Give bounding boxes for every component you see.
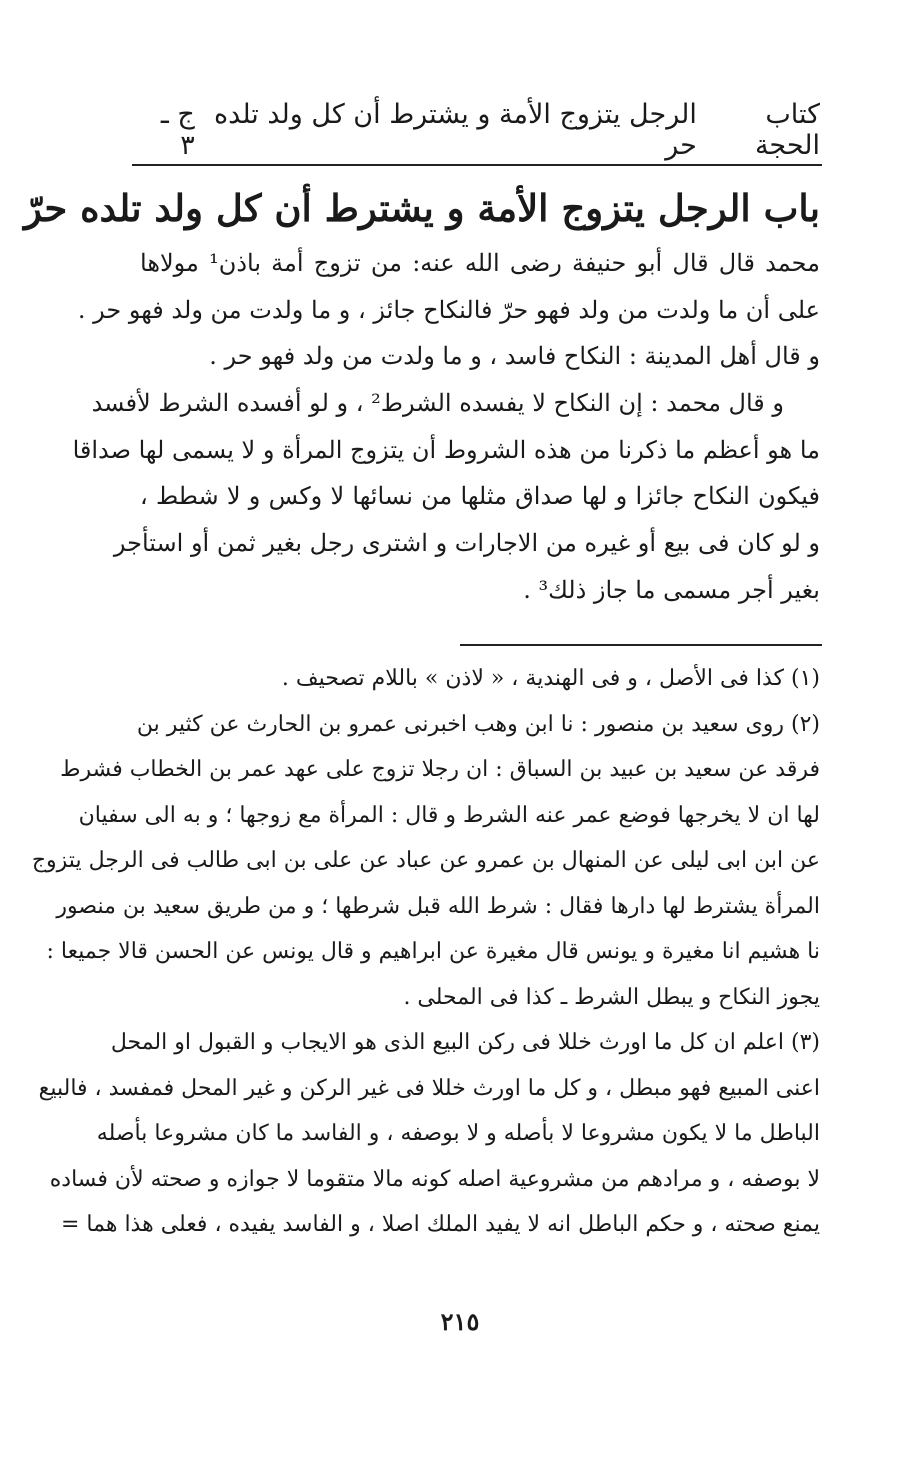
- main-text-line: و لو كان فى بيع أو غيره من الاجارات و اشترى رجل بغير ثمن أو استأجر: [113, 529, 820, 558]
- running-head-volume: ج ـ ٣: [160, 99, 195, 161]
- main-text-line: و قال محمد : إن النكاح لا يفسده الشرط² ، و لو أفسده الشرط لأفسد: [91, 389, 784, 418]
- main-text-line: فيكون النكاح جائزا و لها صداق مثلها من نسائها لا وكس و لا شطط ،: [140, 482, 820, 511]
- page-number: ٢١٥: [440, 1307, 480, 1336]
- footnote-line: لا بوصفه ، و مرادهم من مشروعية اصله كونه مالا متقوما لا جوازه و صحته لأن فساده: [49, 1166, 820, 1192]
- footnote-line: اعنى المبيع فهو مبطل ، و كل ما اورث خللا فى غير الركن و غير المحل فمفسد ، فالبيع: [38, 1075, 820, 1101]
- main-text-line: بغير أجر مسمى ما جاز ذلك³ .: [523, 575, 820, 604]
- main-text-line: و قال أهل المدينة : النكاح فاسد ، و ما ولدت من ولد فهو حر .: [209, 342, 820, 371]
- footnote-line: فرقد عن سعيد بن عبيد بن السباق : ان رجلا تزوج على عهد عمر بن الخطاب فشرط: [60, 757, 820, 782]
- main-text: [72, 240, 820, 614]
- footnote-line: لها ان لا يخرجها فوضع عمر عنه الشرط و قال : المرأة مع زوجها ؛ و به الى سفيان: [78, 802, 820, 828]
- footnote-line: (١) كذا فى الأصل ، و فى الهندية ، « لاذن » باللام تصحيف .: [281, 666, 820, 691]
- main-text-line: ما هو أعظم ما ذكرنا من هذه الشروط أن يتزوج المرأة و لا يسمى لها صداقا: [72, 435, 820, 464]
- header-rule: [132, 164, 822, 166]
- main-text-line: على أن ما ولدت من ولد فهو حرّ فالنكاح جائز ، و ما ولدت من ولد فهو حر .: [77, 295, 820, 324]
- chapter-title: باب الرجل يتزوج الأمة و يشترط أن كل ولد تلده حرّ: [23, 186, 820, 230]
- footnote-line: نا هشيم انا مغيرة و يونس قال مغيرة عن ابراهيم و قال يونس عن الحسن قالا جميعا :: [46, 939, 820, 964]
- footnotes: [31, 656, 820, 1248]
- footnote-rule: [460, 644, 822, 646]
- running-head: [140, 99, 820, 161]
- running-head-topic: الرجل يتزوج الأمة و يشترط أن كل ولد تلده حر: [214, 99, 697, 161]
- footnote-line: يمنع صحته ، و حكم الباطل انه لا يفيد الملك اصلا ، و الفاسد يفيده ، فعلى هذا هما =: [61, 1212, 820, 1237]
- footnote-line: (٣) اعلم ان كل ما اورث خللا فى ركن البيع الذى هو الايجاب و القبول او المحل: [110, 1030, 820, 1055]
- footnote-line: عن ابن ابى ليلى عن المنهال بن عمرو عن عباد عن على بن ابى طالب فى الرجل يتزوج: [31, 848, 820, 873]
- footnote-line: المرأة يشترط لها دارها فقال : شرط الله قبل شرطها ؛ و من طريق سعيد بن منصور: [56, 893, 820, 919]
- main-text-line: محمد قال قال أبو حنيفة رضى الله عنه: من تزوج أمة باذن¹ مولاها: [140, 249, 820, 277]
- footnote-line: (٢) روى سعيد بن منصور : نا ابن وهب اخبرنى عمرو بن الحارث عن كثير بن: [136, 711, 820, 737]
- running-head-book: كتاب الحجة: [754, 99, 820, 161]
- footnote-line: الباطل ما لا يكون مشروعا لا بأصله و لا بوصفه ، و الفاسد ما كان مشروعا بأصله: [96, 1121, 820, 1146]
- footnote-line: يجوز النكاح و يبطل الشرط ـ كذا فى المحلى .: [403, 984, 820, 1010]
